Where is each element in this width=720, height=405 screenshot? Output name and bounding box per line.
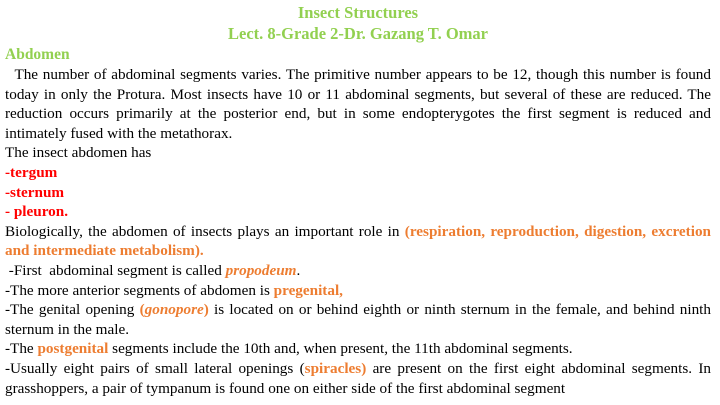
genital-pre: -The genital opening xyxy=(5,301,140,319)
genital-post: is located on or behind eighth or ninth sternum in the female, and behind ninth sternum in the male. xyxy=(5,301,711,338)
first-segment-line xyxy=(5,261,711,281)
first-seg-end: . xyxy=(296,261,301,279)
intro-text: The number of abdominal segments varies. The primitive number appears to be 12, though this number is found today in only the Protura. Most insects have 10 or 11 abdominal segments, but several of these are reduced. The reduction occurs primarily at the posterior end, but in some endopterygotes the first segment is reduced and intimately fused with the metathorax. xyxy=(5,66,711,142)
lecture-subtitle: Lect. 8-Grade 2-Dr. Gazang T. Omar xyxy=(228,24,488,43)
abdomen-has-line: The insect abdomen has xyxy=(5,144,152,162)
bio-text: Biologically, the abdomen of insects plays an important role in xyxy=(5,222,405,240)
postgenital-line xyxy=(5,339,711,359)
genital-opening-paragraph xyxy=(5,300,711,339)
anterior-text: -The more anterior segments of abdomen is xyxy=(5,281,274,299)
part-pleuron: - pleuron. xyxy=(5,203,69,221)
part-tergum: -tergum xyxy=(5,163,58,181)
term-postgenital: postgenital xyxy=(37,340,109,358)
anterior-line xyxy=(5,281,711,301)
term-spiracles: spiracles) xyxy=(304,359,367,377)
post-pre: -The xyxy=(5,340,38,358)
spir-post: are present on the first eight abdominal segments. In grasshoppers, a pair of tympanum is found one on either side of the first abdominal segment xyxy=(5,359,711,397)
genital-paren-close: ) xyxy=(203,301,209,319)
section-heading: Abdomen xyxy=(5,46,70,63)
bio-roles: (respiration, reproduction, digestion, excretion and intermediate metabolism). xyxy=(5,222,711,260)
biological-role-paragraph xyxy=(5,222,711,261)
slide-title: Insect Structures xyxy=(297,3,419,22)
first-seg-text: -First abdominal segment is called xyxy=(5,261,226,279)
intro-paragraph xyxy=(5,65,711,143)
spir-pre: -Usually eight pairs of small lateral openings ( xyxy=(5,359,305,377)
term-pregenital: pregenital, xyxy=(273,281,343,299)
term-propodeum: propodeum xyxy=(225,261,297,279)
term-gonopore: gonopore xyxy=(144,301,204,319)
part-sternum: -sternum xyxy=(5,183,65,201)
spiracles-paragraph xyxy=(5,359,711,398)
genital-paren-open: ( xyxy=(139,301,145,319)
post-post: segments include the 10th and, when present, the 11th abdominal segments. xyxy=(108,340,573,358)
